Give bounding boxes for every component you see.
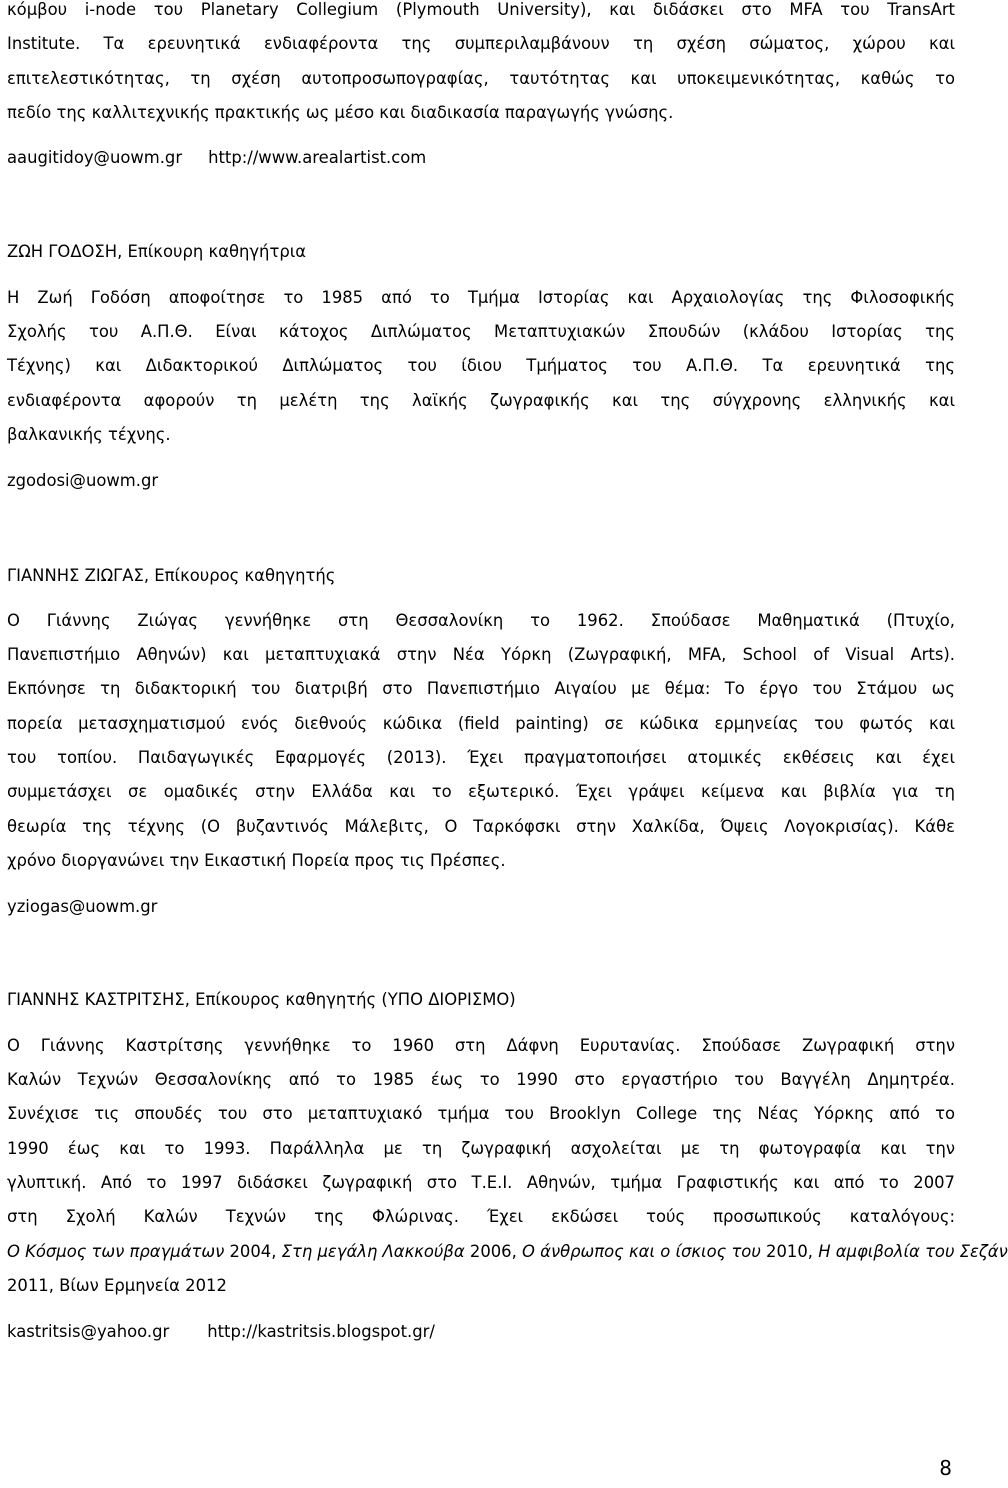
paragraph-line: Συνέχισε τις σπουδές του στο μεταπτυχιακό τμήμα του Brooklyn College της Νέας Υόρκης από το bbox=[7, 1104, 955, 1123]
email-link[interactable]: aaugitidoy@uowm.gr bbox=[7, 148, 183, 167]
paragraph-line bbox=[7, 1207, 955, 1227]
website-link[interactable]: http://www.arealartist.com bbox=[208, 148, 427, 167]
paragraph-line: γλυπτική. Από το 1997 διδάσκει ζωγραφική στο Τ.Ε.Ι. Αθηνών, τμήμα Γραφιστικής και από το 2007 bbox=[7, 1173, 955, 1192]
paragraph-line: πορεία μετασχηματισμού ενός διεθνούς κώδικα (field painting) σε κώδικα ερμηνείας του φωτός και bbox=[7, 714, 955, 733]
catalogue-year: 2011 bbox=[7, 1276, 49, 1295]
paragraph-line: πεδίο της καλλιτεχνικής πρακτικής ως μέσο και διαδικασία παραγωγής γνώσης. bbox=[7, 103, 674, 122]
catalogue-year: 2004 bbox=[229, 1242, 272, 1261]
paragraph-line: Ο Γιάννης Ζιώγας γεννήθηκε στη Θεσσαλονίκη το 1962. Σπούδασε Μαθηματικά (Πτυχίο, bbox=[7, 611, 955, 630]
catalogue-title: Η αμφιβολία του Σεζάν bbox=[818, 1242, 1008, 1261]
paragraph-text: στη Σχολή Καλών Τεχνών της Φλώρινας. Έχει εκδώσει τούς προσωπικούς καταλόγους: bbox=[7, 1207, 955, 1226]
paragraph-line: επιτελεστικότητας, τη σχέση αυτοπροσωπογραφίας, ταυτότητας και υποκειμενικότητας, καθώς το bbox=[7, 69, 955, 88]
catalogue-closing: Βίων Ερμηνεία 2012 bbox=[59, 1276, 227, 1295]
paragraph-line: Πανεπιστήμιο Αθηνών) και μεταπτυχιακά στην Νέα Υόρκη (Ζωγραφική, MFA, School of Visual Arts). bbox=[7, 645, 955, 664]
paragraph-line: Καλών Τεχνών Θεσσαλονίκης από το 1985 έως το 1990 στο εργαστήριο του Βαγγέλη Δημητρέα. bbox=[7, 1070, 955, 1089]
section-heading: ΓΙΑΝΝΗΣ ΚΑΣΤΡΙΤΣΗΣ, Επίκουρος καθηγητής (ΥΠΟ ΔΙΟΡΙΣΜΟ) bbox=[7, 990, 516, 1009]
email-link[interactable]: kastritsis@yahoo.gr bbox=[7, 1322, 170, 1341]
page-number: 8 bbox=[939, 1456, 952, 1480]
paragraph-line: Εκπόνησε τη διδακτορική του διατριβή στο Πανεπιστήμιο Αιγαίου με θέμα: Το έργο του Στάμου ως bbox=[7, 679, 955, 698]
website-link[interactable]: http://kastritsis.blogspot.gr/ bbox=[207, 1322, 435, 1341]
section-heading: ΓΙΑΝΝΗΣ ΖΙΩΓΑΣ, Επίκουρος καθηγητής bbox=[7, 566, 336, 585]
catalogue-list-line: Ο Κόσμος των πραγμάτων 2004, Στη μεγάλη Λακκούβα 2006, Ο άνθρωπος και ο ίσκιος του 2010, Η αμφιβολία του Σεζάν bbox=[7, 1242, 1008, 1261]
paragraph-line: χρόνο διοργανώνει την Εικαστική Πορεία προς τις Πρέσπες. bbox=[7, 851, 506, 870]
email-link[interactable]: yziogas@uowm.gr bbox=[7, 897, 158, 916]
catalogue-list-line: 2011, Βίων Ερμηνεία 2012 bbox=[7, 1276, 227, 1295]
paragraph-line: Ο Γιάννης Καστρίτσης γεννήθηκε το 1960 στη Δάφνη Ευρυτανίας. Σπούδασε Ζωγραφική στην bbox=[7, 1036, 955, 1055]
paragraph-line: Η Ζωή Γοδόση αποφοίτησε το 1985 από το Τμήμα Ιστορίας και Αρχαιολογίας της Φιλοσοφικής bbox=[7, 288, 955, 307]
catalogue-title: Ο άνθρωπος και ο ίσκιος του bbox=[522, 1242, 761, 1261]
catalogue-title: Ο Κόσμος των πραγμάτων bbox=[7, 1242, 225, 1261]
catalogue-year: 2006 bbox=[469, 1242, 512, 1261]
paragraph-line: Τέχνης) και Διδακτορικού Διπλώματος του ίδιου Τμήματος του Α.Π.Θ. Τα ερευνητικά της bbox=[7, 356, 955, 375]
email-link[interactable]: zgodosi@uowm.gr bbox=[7, 471, 159, 490]
catalogue-title: Στη μεγάλη Λακκούβα bbox=[281, 1242, 465, 1261]
paragraph-line: βαλκανικής τέχνης. bbox=[7, 425, 171, 444]
paragraph-line: Institute. Τα ερευνητικά ενδιαφέροντα της συμπεριλαμβάνουν τη σχέση σώματος, χώρου και bbox=[7, 34, 955, 53]
paragraph-line: ενδιαφέροντα αφορούν τη μελέτη της λαϊκής ζωγραφικής και της σύγχρονης ελληνικής και bbox=[7, 391, 955, 410]
catalogue-year: 2010 bbox=[766, 1242, 808, 1261]
section-heading: ΖΩΗ ΓΟΔΟΣΗ, Επίκουρη καθηγήτρια bbox=[7, 242, 307, 261]
paragraph-line: του τοπίου. Παιδαγωγικές Εφαρμογές (2013). Έχει πραγματοποιήσει ατομικές εκθέσεις και έχει bbox=[7, 748, 955, 767]
paragraph-line: κόμβου i-node του Planetary Collegium (Plymouth University), και διδάσκει στο MFA του TransArt bbox=[7, 0, 955, 19]
paragraph-line: θεωρία της τέχνης (Ο βυζαντινός Μάλεβιτς, Ο Ταρκόφσκι στην Χαλκίδα, Όψεις Λογοκρισίας). Κάθε bbox=[7, 817, 955, 836]
contact-line bbox=[7, 1322, 435, 1342]
paragraph-line: 1990 έως και το 1993. Παράλληλα με τη ζωγραφική ασχολείται με τη φωτογραφία και την bbox=[7, 1139, 955, 1158]
paragraph-line: συμμετάσχει σε ομαδικές στην Ελλάδα και το εξωτερικό. Έχει γράψει κείμενα και βιβλία για τη bbox=[7, 782, 955, 801]
paragraph-line: Σχολής του Α.Π.Θ. Είναι κάτοχος Διπλώματος Μεταπτυχιακών Σπουδών (κλάδου Ιστορίας της bbox=[7, 322, 955, 341]
contact-line bbox=[7, 148, 426, 168]
